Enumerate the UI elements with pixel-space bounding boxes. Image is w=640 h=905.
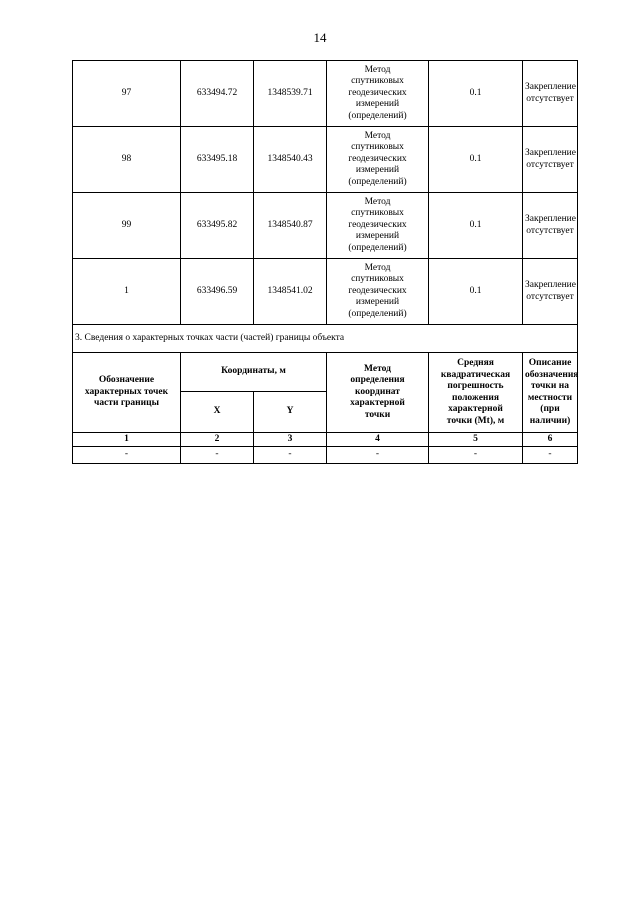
table-row <box>73 259 578 325</box>
header-coordinates: Координаты, м <box>181 353 327 392</box>
description-cell: Закрепление отсутствует <box>523 193 578 259</box>
method-cell: Метод спутниковых геодезических измерений (определений) <box>327 193 429 259</box>
coord-x: 633495.82 <box>181 193 254 259</box>
description-cell: Закрепление отсутствует <box>523 259 578 325</box>
empty-cell: - <box>523 447 578 464</box>
boundary-points-table <box>72 60 578 464</box>
column-number: 3 <box>254 433 327 447</box>
method-cell: Метод спутниковых геодезических измерений (определений) <box>327 127 429 193</box>
column-number: 2 <box>181 433 254 447</box>
accuracy-cell: 0.1 <box>429 61 523 127</box>
method-cell: Метод спутниковых геодезических измерений (определений) <box>327 61 429 127</box>
accuracy-cell: 0.1 <box>429 193 523 259</box>
header-x: X <box>181 392 254 433</box>
table-row <box>73 61 578 127</box>
accuracy-cell: 0.1 <box>429 127 523 193</box>
coord-x: 633495.18 <box>181 127 254 193</box>
page-number: 14 <box>313 30 327 45</box>
column-number: 5 <box>429 433 523 447</box>
column-number-row <box>73 433 578 447</box>
coord-y: 1348540.43 <box>254 127 327 193</box>
point-number: 1 <box>73 259 181 325</box>
coord-y: 1348539.71 <box>254 61 327 127</box>
point-number: 98 <box>73 127 181 193</box>
empty-cell: - <box>254 447 327 464</box>
header-point-designation: Обозначение характерных точек части границы <box>73 353 181 433</box>
header-description: Описание обозначения точки на местности (при наличии) <box>523 353 578 433</box>
description-cell: Закрепление отсутствует <box>523 61 578 127</box>
empty-cell: - <box>429 447 523 464</box>
coord-x: 633496.59 <box>181 259 254 325</box>
empty-cell: - <box>73 447 181 464</box>
table-row <box>73 193 578 259</box>
table-row <box>73 127 578 193</box>
coord-y: 1348541.02 <box>254 259 327 325</box>
empty-row <box>73 447 578 464</box>
header-accuracy: Средняя квадратическая погрешность положения характерной точки (Mt), м <box>429 353 523 433</box>
description-cell: Закрепление отсутствует <box>523 127 578 193</box>
accuracy-cell: 0.1 <box>429 259 523 325</box>
header-method: Метод определения координат характерной точки <box>327 353 429 433</box>
section-3-title: 3. Сведения о характерных точках части (частей) границы объекта <box>73 325 578 353</box>
method-cell: Метод спутниковых геодезических измерений (определений) <box>327 259 429 325</box>
column-number: 4 <box>327 433 429 447</box>
column-number: 6 <box>523 433 578 447</box>
coord-x: 633494.72 <box>181 61 254 127</box>
point-number: 99 <box>73 193 181 259</box>
column-number: 1 <box>73 433 181 447</box>
point-number: 97 <box>73 61 181 127</box>
coord-y: 1348540.87 <box>254 193 327 259</box>
header-y: Y <box>254 392 327 433</box>
empty-cell: - <box>181 447 254 464</box>
empty-cell: - <box>327 447 429 464</box>
